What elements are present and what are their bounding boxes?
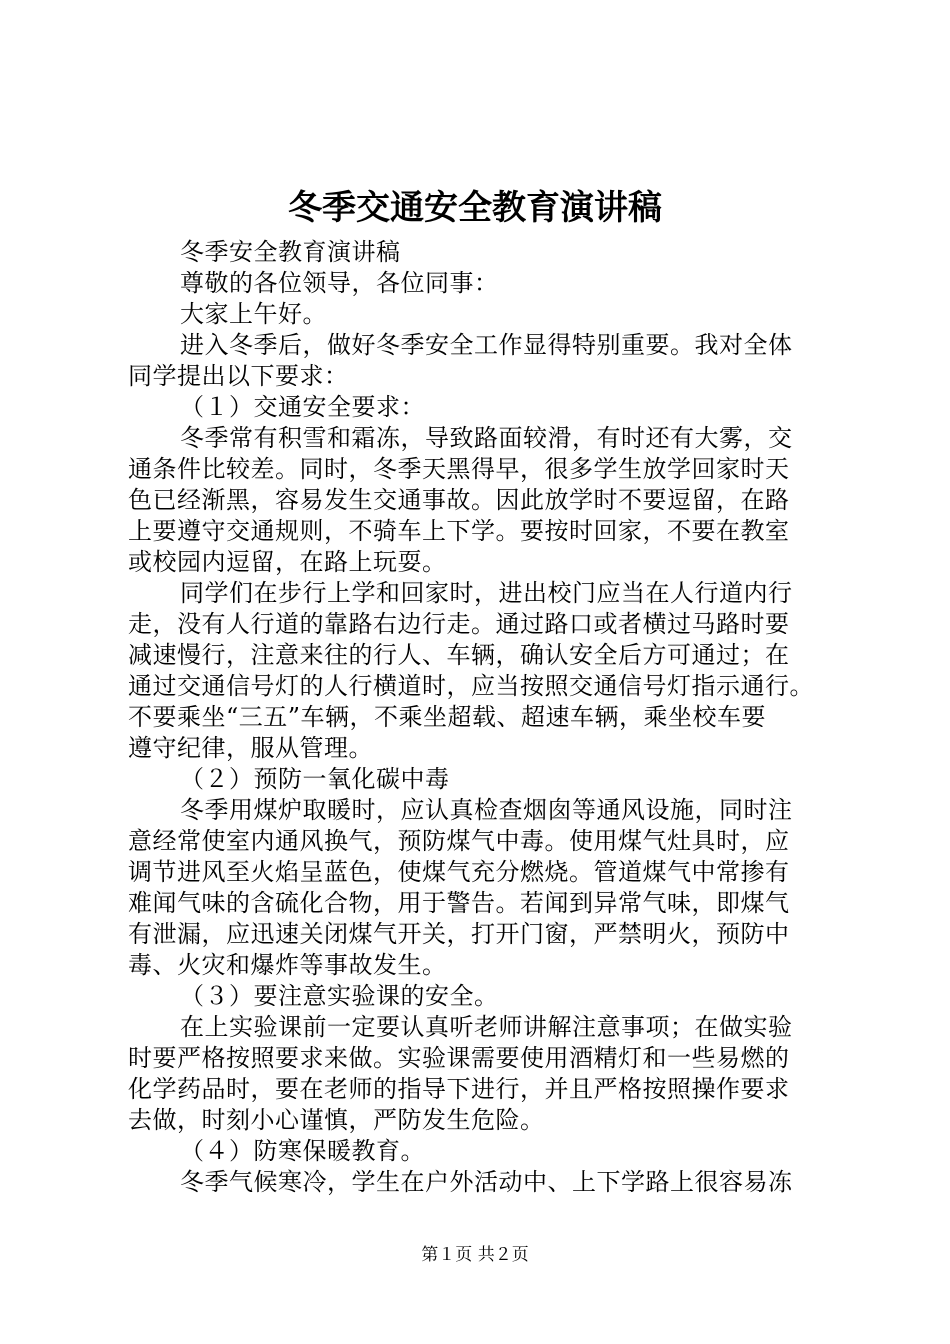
page-footer: 第１页 共２页 <box>421 1245 529 1265</box>
document-body <box>128 237 828 1198</box>
body-line: （２）预防一氧化碳中毒 <box>180 765 450 793</box>
body-line: 冬季气候寒冷，学生在户外活动中、上下学路上很容易冻 <box>180 1168 793 1196</box>
body-line: 尊敬的各位领导，各位同事： <box>180 269 499 297</box>
body-line: 毒、火灾和爆炸等事故发生。 <box>128 951 447 979</box>
body-line: 意经常使室内通风换气，预防煤气中毒。使用煤气灶具时，应 <box>128 827 790 855</box>
body-line: 去做，时刻小心谨慎，严防发生危险。 <box>128 1106 545 1134</box>
body-line: 冬季用煤炉取暖时，应认真检查烟囱等通风设施，同时注 <box>180 796 793 824</box>
body-line: 或校园内逗留，在路上玩耍。 <box>128 548 447 576</box>
body-line: 难闻气味的含硫化合物，用于警告。若闻到异常气味，即煤气 <box>128 889 790 917</box>
body-line: 走，没有人行道的靠路右边行走。通过路口或者横过马路时要 <box>128 610 790 638</box>
body-line: （３）要注意实验课的安全。 <box>180 982 499 1010</box>
body-line: 大家上午好。 <box>180 300 327 328</box>
body-line: 通过交通信号灯的人行横道时，应当按照交通信号灯指示通行。 <box>128 672 814 700</box>
body-line: 通条件比较差。同时，冬季天黑得早，很多学生放学回家时天 <box>128 455 790 483</box>
body-line: 遵守纪律，服从管理。 <box>128 734 373 762</box>
body-line: 冬季安全教育演讲稿 <box>180 238 401 266</box>
body-line: 时要严格按照要求来做。实验课需要使用酒精灯和一些易燃的 <box>128 1044 790 1072</box>
body-line: 色已经渐黑，容易发生交通事故。因此放学时不要逗留，在路 <box>128 486 790 514</box>
body-line: 同学提出以下要求： <box>128 362 349 390</box>
body-line: 在上实验课前一定要认真听老师讲解注意事项；在做实验 <box>180 1013 793 1041</box>
body-line: 冬季常有积雪和霜冻，导致路面较滑，有时还有大雾，交 <box>180 424 793 452</box>
body-line: （１）交通安全要求： <box>180 393 425 421</box>
body-line: 有泄漏，应迅速关闭煤气开关，打开门窗，严禁明火，预防中 <box>128 920 790 948</box>
document-title: 冬季交通安全教育演讲稿 <box>288 188 662 228</box>
body-line: 进入冬季后，做好冬季安全工作显得特别重要。我对全体 <box>180 331 793 359</box>
body-line: 同学们在步行上学和回家时，进出校门应当在人行道内行 <box>180 579 793 607</box>
body-line: 调节进风至火焰呈蓝色，使煤气充分燃烧。管道煤气中常掺有 <box>128 858 790 886</box>
body-line: （４）防寒保暖教育。 <box>180 1137 425 1165</box>
body-line: 不要乘坐“三五”车辆，不乘坐超载、超速车辆，乘坐校车要 <box>128 703 767 731</box>
body-line: 化学药品时，要在老师的指导下进行，并且严格按照操作要求 <box>128 1075 790 1103</box>
body-line: 减速慢行，注意来往的行人、车辆，确认安全后方可通过；在 <box>128 641 790 669</box>
body-line: 上要遵守交通规则，不骑车上下学。要按时回家，不要在教室 <box>128 517 790 545</box>
